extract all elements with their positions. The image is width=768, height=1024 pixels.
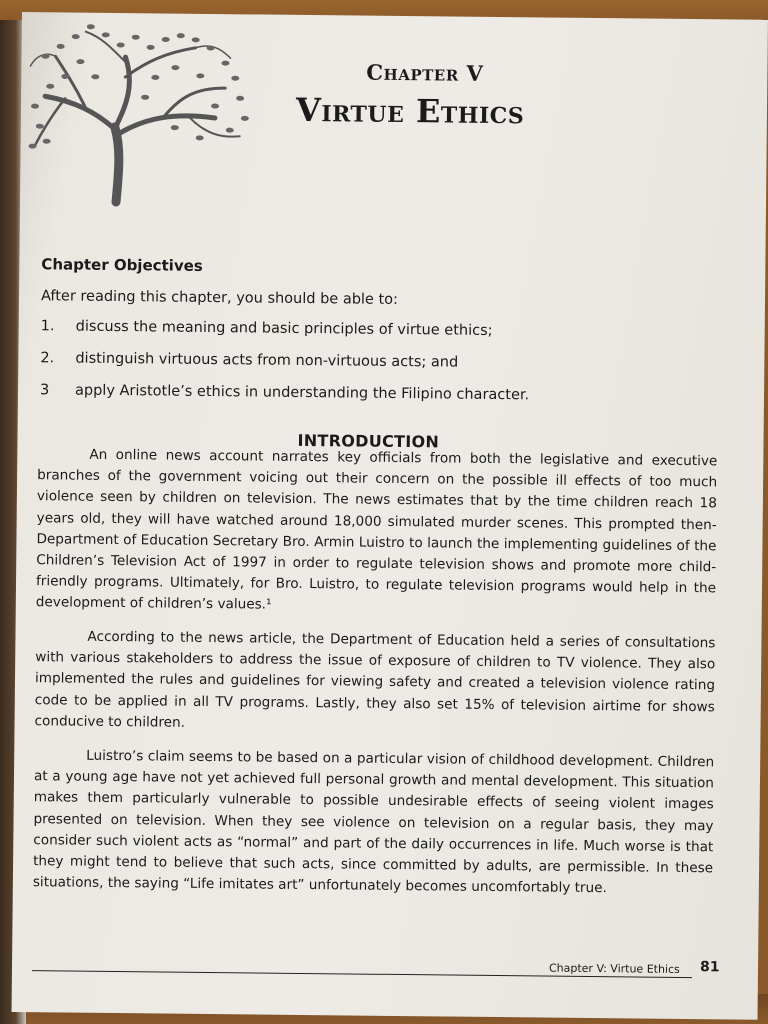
- objectives-heading: Chapter Objectives: [41, 255, 203, 275]
- objective-item: [40, 382, 720, 405]
- body-paragraph: According to the news article, the Department of Education held a series of consultations with various stakeholders to address the issue of exposure of children to TV violence. They also implemented the rules and guidelines for viewing safety and created a television violence rating code to be applied in all TV programs. Lastly, they also set 15% of television airtime for shows conducive to children.: [34, 628, 716, 731]
- objective-text: discuss the meaning and basic principles of virtue ethics;: [75, 318, 493, 339]
- body-paragraph: Luistro’s claim seems to be based on a particular vision of childhood development. Children at a young age have not yet achieved full personal growth and mental development. This situation makes them particularly vulnerable to possible undesirable effects of seeing violent images presented on television. When they see violence on television on a regular basis, they may consider such violent acts as “normal” and part of the daily occurrences in life. Much worse is that they might tend to believe that such acts, since committed by adults, are permissible. In these situations, the saying “Life imitates art” unfortunately becomes uncomfortably true.: [32, 747, 715, 897]
- book-page: [12, 12, 768, 1020]
- objectives-intro: After reading this chapter, you should be able to:: [40, 288, 399, 308]
- chapter-title: Virtue Ethics: [295, 90, 525, 132]
- running-title: Chapter V: Virtue Ethics: [548, 961, 680, 976]
- objective-text: apply Aristotle’s ethics in understanding the Filipino character.: [74, 382, 530, 404]
- objective-item: [41, 318, 721, 341]
- objective-text: distinguish virtuous acts from non-virtuous acts; and: [75, 350, 459, 371]
- objective-number: 3: [39, 382, 50, 399]
- body-paragraph: An online news account narrates key officials from both the legislative and executive branches of the government voicing out their concern on the possible ill effects of too much violence seen by children on television. The news estimates that by the time children reach 18 years old, they will have watched around 18,000 simulated murder scenes. This prompted then-Department of Education Secretary Bro. Armin Luistro to launch the implementing guidelines of the Children’s Television Act of 1997 in order to regulate television shows and promote more child-friendly programs. Ultimately, for Bro. Luistro, to regulate television programs would help in the development of children’s values.¹: [35, 446, 718, 614]
- chapter-label: Chapter V: [366, 59, 484, 86]
- tree-illustration: [24, 16, 256, 208]
- objective-number: 1.: [40, 318, 55, 335]
- objective-number: 2.: [40, 350, 55, 367]
- introduction-heading: INTRODUCTION: [297, 430, 440, 452]
- page-number: 81: [699, 959, 720, 976]
- objective-item: [40, 350, 720, 373]
